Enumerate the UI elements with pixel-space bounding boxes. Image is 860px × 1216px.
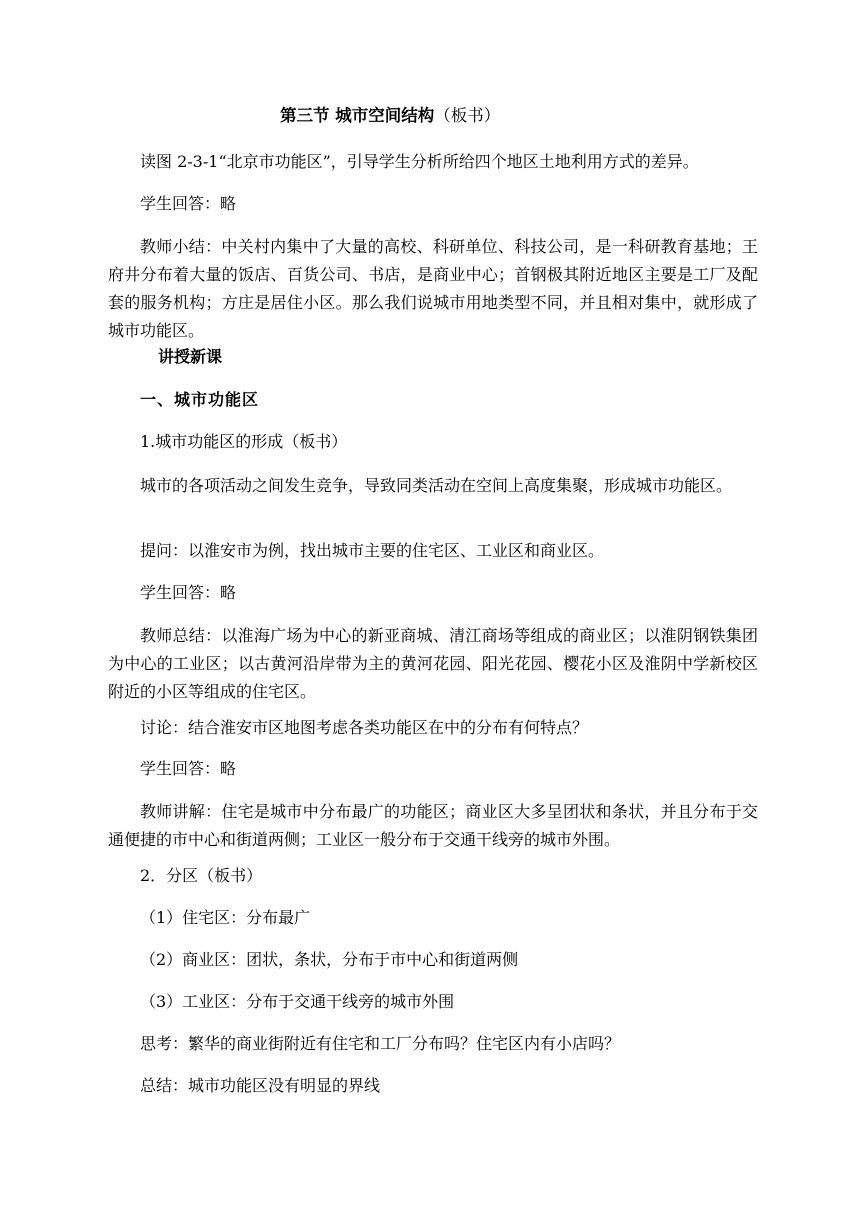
zone-industrial: （3）工业区：分布于交通干线旁的城市外围: [140, 992, 455, 1011]
point-1-text: 城市的各项活动之间发生竞争，导致同类活动在空间上高度集聚，形成城市功能区。: [140, 476, 733, 495]
conclusion: 总结：城市功能区没有明显的界线: [140, 1076, 381, 1095]
teacher-summary-2: 教师总结：以淮海广场为中心的新亚商城、清江商场等组成的商业区；以淮阴钢铁集团为中心的工业区；以古黄河沿岸带为主的黄河花园、阳光花园、樱花小区及淮阴中学新校区附近的小区等组成的住宅区。: [108, 626, 758, 701]
discussion: 讨论：结合淮安市区地图考虑各类功能区在中的分布有何特点？: [140, 718, 589, 737]
student-answer-3: 学生回答：略: [140, 759, 237, 778]
question-1: 提问：以淮安市为例，找出城市主要的住宅区、工业区和商业区。: [140, 541, 605, 560]
point-1-title: 1.城市功能区的形成（板书）: [140, 432, 348, 451]
teacher-explain: 教师讲解：住宅是城市中分布最广的功能区；商业区大多呈团状和条状，并且分布于交通便捷的市中心和街道两侧；工业区一般分布于交通干线旁的城市外围。: [108, 802, 758, 849]
point-2-title: 2．分区（板书）: [140, 866, 263, 885]
student-answer-2: 学生回答：略: [140, 583, 237, 602]
title-suffix: （板书）: [434, 106, 501, 125]
zone-commercial: （2）商业区：团状，条状，分布于市中心和街道两侧: [140, 950, 519, 969]
student-answer-1: 学生回答：略: [140, 194, 237, 213]
section-heading: 讲授新课: [158, 347, 223, 366]
title-main: 第三节 城市空间结构: [280, 106, 435, 125]
intro-paragraph: 读图 2-3-1“北京市功能区”，引导学生分析所给四个地区土地利用方式的差异。: [140, 152, 699, 171]
zone-residential: （1）住宅区：分布最广: [140, 908, 311, 927]
page-title: [280, 106, 500, 126]
subheading-city-function-zone: 一、城市功能区: [140, 390, 260, 409]
teacher-summary-1: 教师小结：中关村内集中了大量的高校、科研单位、科技公司，是一科研教育基地；王府井分布着大量的饭店、百货公司、书店，是商业中心；首钢极其附近地区主要是工厂及配套的服务机构；方庄是居住小区。那么我们说城市用地类型不同，并且相对集中，就形成了城市功能区。: [108, 237, 758, 340]
thinking-question: 思考：繁华的商业街附近有住宅和工厂分布吗？住宅区内有小店吗？: [140, 1034, 621, 1053]
